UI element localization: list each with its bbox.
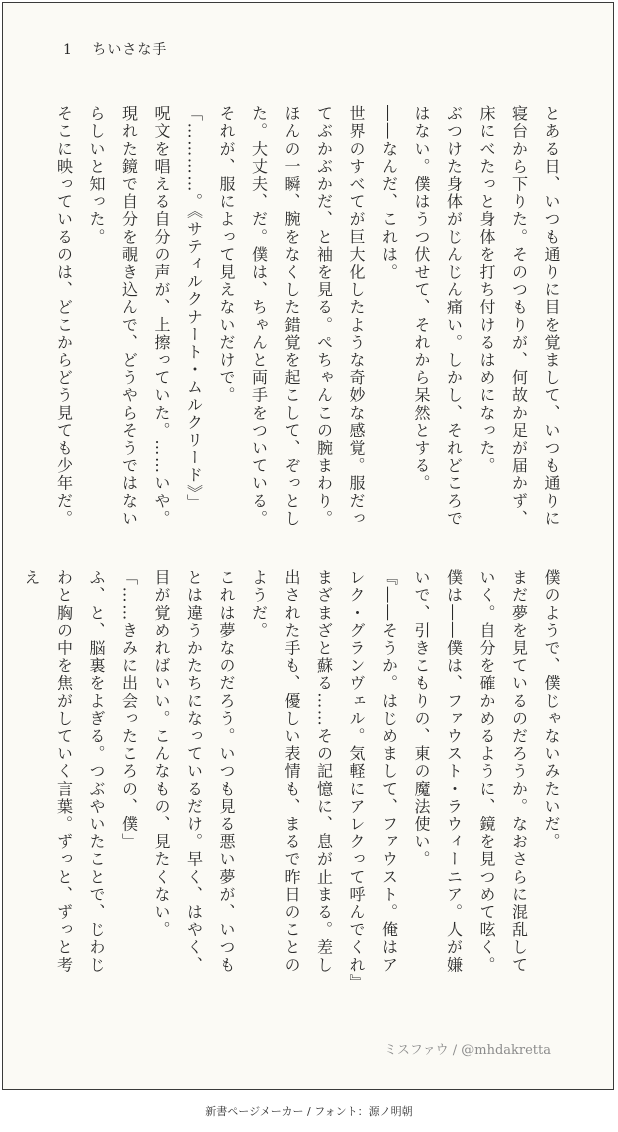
paragraph: 呪文を唱える自分の声が、上擦っていた。……いや。現れた鏡で自分を覗き込んで、どうやらそうではないらしいと知った。 [87, 105, 171, 528]
paragraph: 「…………。《サティルクナート・ムルクリード》」 [184, 105, 204, 512]
paragraph: とある日、いつも通りに目を覚まして、いつも通りに寝台から下りた。そのつもりが、何故か足が届かず、床にべたっと身体を打ち付けるはめになった。 [477, 105, 561, 528]
generator-footer: 新書ページメーカー / フォント：源ノ明朝 [205, 1105, 413, 1118]
author-credit: ミスファウ / @mhdakretta [383, 1043, 551, 1058]
paragraph: これは夢なのだろう。いつも見る悪い夢が、いつもとは違うかたちになっているだけ。早く、はやく、目が覚めればいい。こんなもの、見たくない。 [152, 569, 236, 974]
paragraph: 僕のようで、僕じゃないみたいだ。 [542, 569, 561, 851]
paragraph: ふ、と、脳裏をよぎる。つぶやいたことで、じわじわと胸の中を焦がしていく言葉。ずっと、ずっと考え [22, 569, 106, 974]
paragraph: 『――そうか。はじめまして、ファウスト。俺はアレク・グランヴェル。気軽にアレクって呼んでくれ』 [347, 569, 399, 992]
chapter-title: ちいさな手 [92, 42, 168, 58]
book-page [2, 2, 614, 1090]
paragraph: まだ夢を見ているのだろうか。なおさらに混乱していく。自分を確かめるように、鏡を見つめて呟く。僕は――僕は、ファウスト・ラウィーニア。人が嫌いで、引きこもりの、東の魔法使い。 [412, 569, 529, 974]
text-block-top [47, 105, 567, 535]
paragraph: そこに映っているのは、どこからどう見ても少年だ。 [54, 105, 74, 528]
paragraph: まざまざと蘇る……その記憶に、息が止まる。差し出された手も、優しい表情も、まるで昨日のことのようだ。 [249, 569, 334, 974]
page-number: 1 [63, 42, 73, 58]
paragraph: ――なんだ、これは。 [379, 105, 399, 281]
text-block-bottom [22, 569, 567, 992]
paragraph: 「……きみに出会ったころの、僕」 [119, 569, 139, 851]
page-header [63, 39, 167, 59]
paragraph: 世界のすべてが巨大化したような奇妙な感覚。服だってぶかぶかだ、と袖を見る。ぺちゃんこの腕まわり。ほんの一瞬、腕をなくした錯覚を起こして、ぞっとした。大丈夫、だ。僕は、ちゃんと両手をついている。それが、服によって見えないだけで。 [217, 105, 366, 528]
paragraph: ぶつけた身体がじんじん痛い。しかし、それどころではない。僕はうつ伏せて、それから呆然とする。 [412, 105, 464, 528]
